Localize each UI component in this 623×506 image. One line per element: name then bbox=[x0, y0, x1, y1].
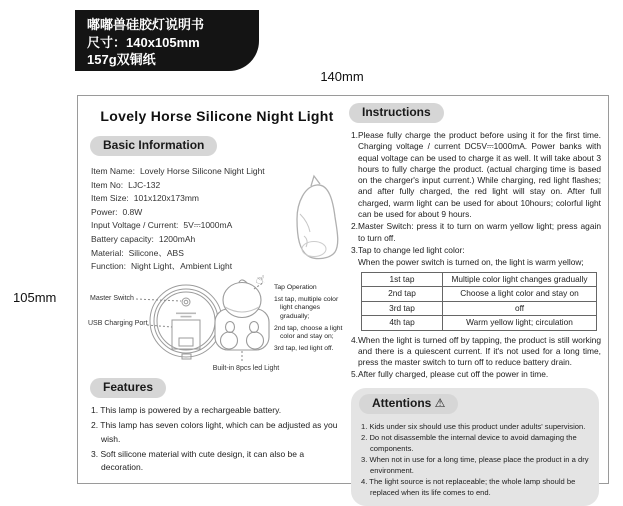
info-row-material: Material: Silicone、ABS bbox=[91, 247, 184, 258]
instruction-item-2: 2.Master Switch: press it to turn on warm yellow light; press again to turn off. bbox=[351, 221, 601, 243]
basic-information-heading: Basic Information bbox=[90, 136, 217, 156]
led-label: Built-in 8pcs led Light bbox=[212, 365, 280, 372]
product-sticker bbox=[75, 10, 259, 71]
left-column bbox=[88, 104, 346, 477]
info-row-item-name: Item Name: Lovely Horse Silicone Night Light bbox=[91, 166, 265, 176]
right-column bbox=[351, 103, 601, 506]
master-switch-label: Master Switch bbox=[90, 295, 134, 302]
tap-step-3: 3rd tap, led light off. bbox=[274, 345, 334, 353]
attentions-list bbox=[361, 421, 589, 498]
tap-step-1: 1st tap, multiple color light changes gradually; bbox=[274, 296, 339, 320]
tap-step-2: 2nd tap, choose a light color and stay on; bbox=[274, 324, 343, 341]
instruction-item-4: 4.When the light is turned off by tapping, the product is still working and there is a quiescent current. If it's not used for a long time, press the master switch to turn off to reduce battery drain. bbox=[351, 334, 601, 368]
attention-item-2: 2. Do not disassemble the internal device to avoid damaging the components. bbox=[361, 432, 577, 453]
warning-icon: ⚠ bbox=[434, 395, 446, 410]
attentions-heading: Attentions ⚠ bbox=[359, 394, 458, 414]
table-row: 2nd tap Choose a light color and stay on bbox=[362, 287, 597, 302]
info-row-voltage: Input Voltage / Current: 5V⎓1000mA bbox=[91, 220, 233, 231]
table-row: 3rd tap off bbox=[362, 301, 597, 316]
manual-page bbox=[77, 95, 609, 497]
width-dimension-label: 140mm bbox=[320, 69, 364, 84]
tap-operation-title: Tap Operation bbox=[274, 284, 317, 291]
attention-item-3: 3. When not in use for a long time, please place the product in a dry environment. bbox=[361, 454, 589, 475]
instruction-item-3: 3.Tap to change led light color: bbox=[351, 244, 465, 255]
usage-diagram bbox=[88, 271, 346, 378]
tap-hand-icon: ☝ bbox=[254, 271, 266, 288]
attention-item-1: 1. Kids under six should use this product under adults' supervision. bbox=[361, 421, 586, 431]
page-title: Lovely Horse Silicone Night Light bbox=[100, 108, 334, 124]
height-dimension-label: 105mm bbox=[13, 290, 57, 305]
sticker-line-2: 尺寸：140x105mm bbox=[87, 34, 200, 50]
sticker-line-1: 嘟嘟兽硅胶灯说明书 bbox=[87, 17, 205, 32]
instruction-item-3-note: When the power switch is turned on, the light is warm yellow; bbox=[358, 257, 584, 268]
table-row: 4th tap Warm yellow light; circulation bbox=[362, 316, 597, 331]
feature-item-1: 1. This lamp is powered by a rechargeable battery. bbox=[91, 405, 282, 415]
instruction-item-1: 1.Please fully charge the product before using it for the first time. Charging voltage / current DC5V⎓1000mA. Power banks with equal voltage can be used to charge it as well. It will take about 3 hours to fully charge the product. (actual charging time is based on the charger's input current.) While charging, red light flashes; and after fully charged, the red light will stay on. After full charged, warm light can be used for about 10hours; colorful light can be used for about 9 hours. bbox=[351, 130, 601, 220]
instruction-item-5: 5.After fully charged, please cut off the power in time. bbox=[351, 369, 549, 380]
info-row-function: Function: Night Light、Ambient Light bbox=[91, 261, 233, 272]
features-list bbox=[91, 404, 343, 476]
usb-charging-port-label: USB Charging Port bbox=[88, 320, 148, 327]
horse-front-sketch bbox=[215, 280, 269, 350]
info-row-power: Power: 0.8W bbox=[91, 206, 143, 217]
info-row-battery: Battery capacity: 1200mAh bbox=[91, 233, 196, 244]
instructions-heading: Instructions bbox=[349, 103, 444, 123]
attentions-panel bbox=[351, 388, 599, 506]
basic-information-list bbox=[91, 165, 265, 274]
table-row: 1st tap Multiple color light changes gradually bbox=[362, 272, 597, 287]
info-row-item-size: Item Size: 101x120x173mm bbox=[91, 193, 200, 204]
tap-color-table bbox=[361, 272, 597, 331]
feature-item-3: 3. Soft silicone material with cute design, it can also be a decoration. bbox=[91, 448, 305, 472]
feature-item-2: 2. This lamp has seven colors light, which can be adjusted as you wish. bbox=[91, 420, 338, 444]
sticker-line-3: 157g双铜纸 bbox=[87, 52, 156, 67]
features-heading: Features bbox=[90, 378, 166, 398]
bottom-view-sketch bbox=[150, 285, 222, 359]
info-row-item-no: Item No: LJC-132 bbox=[91, 179, 161, 190]
tap-operation-notes bbox=[274, 284, 346, 353]
horse-side-sketch bbox=[284, 172, 346, 272]
attention-item-4: 4. The light source is not replaceable; the whole lamp should be replaced when its life comes to end. bbox=[361, 476, 576, 497]
